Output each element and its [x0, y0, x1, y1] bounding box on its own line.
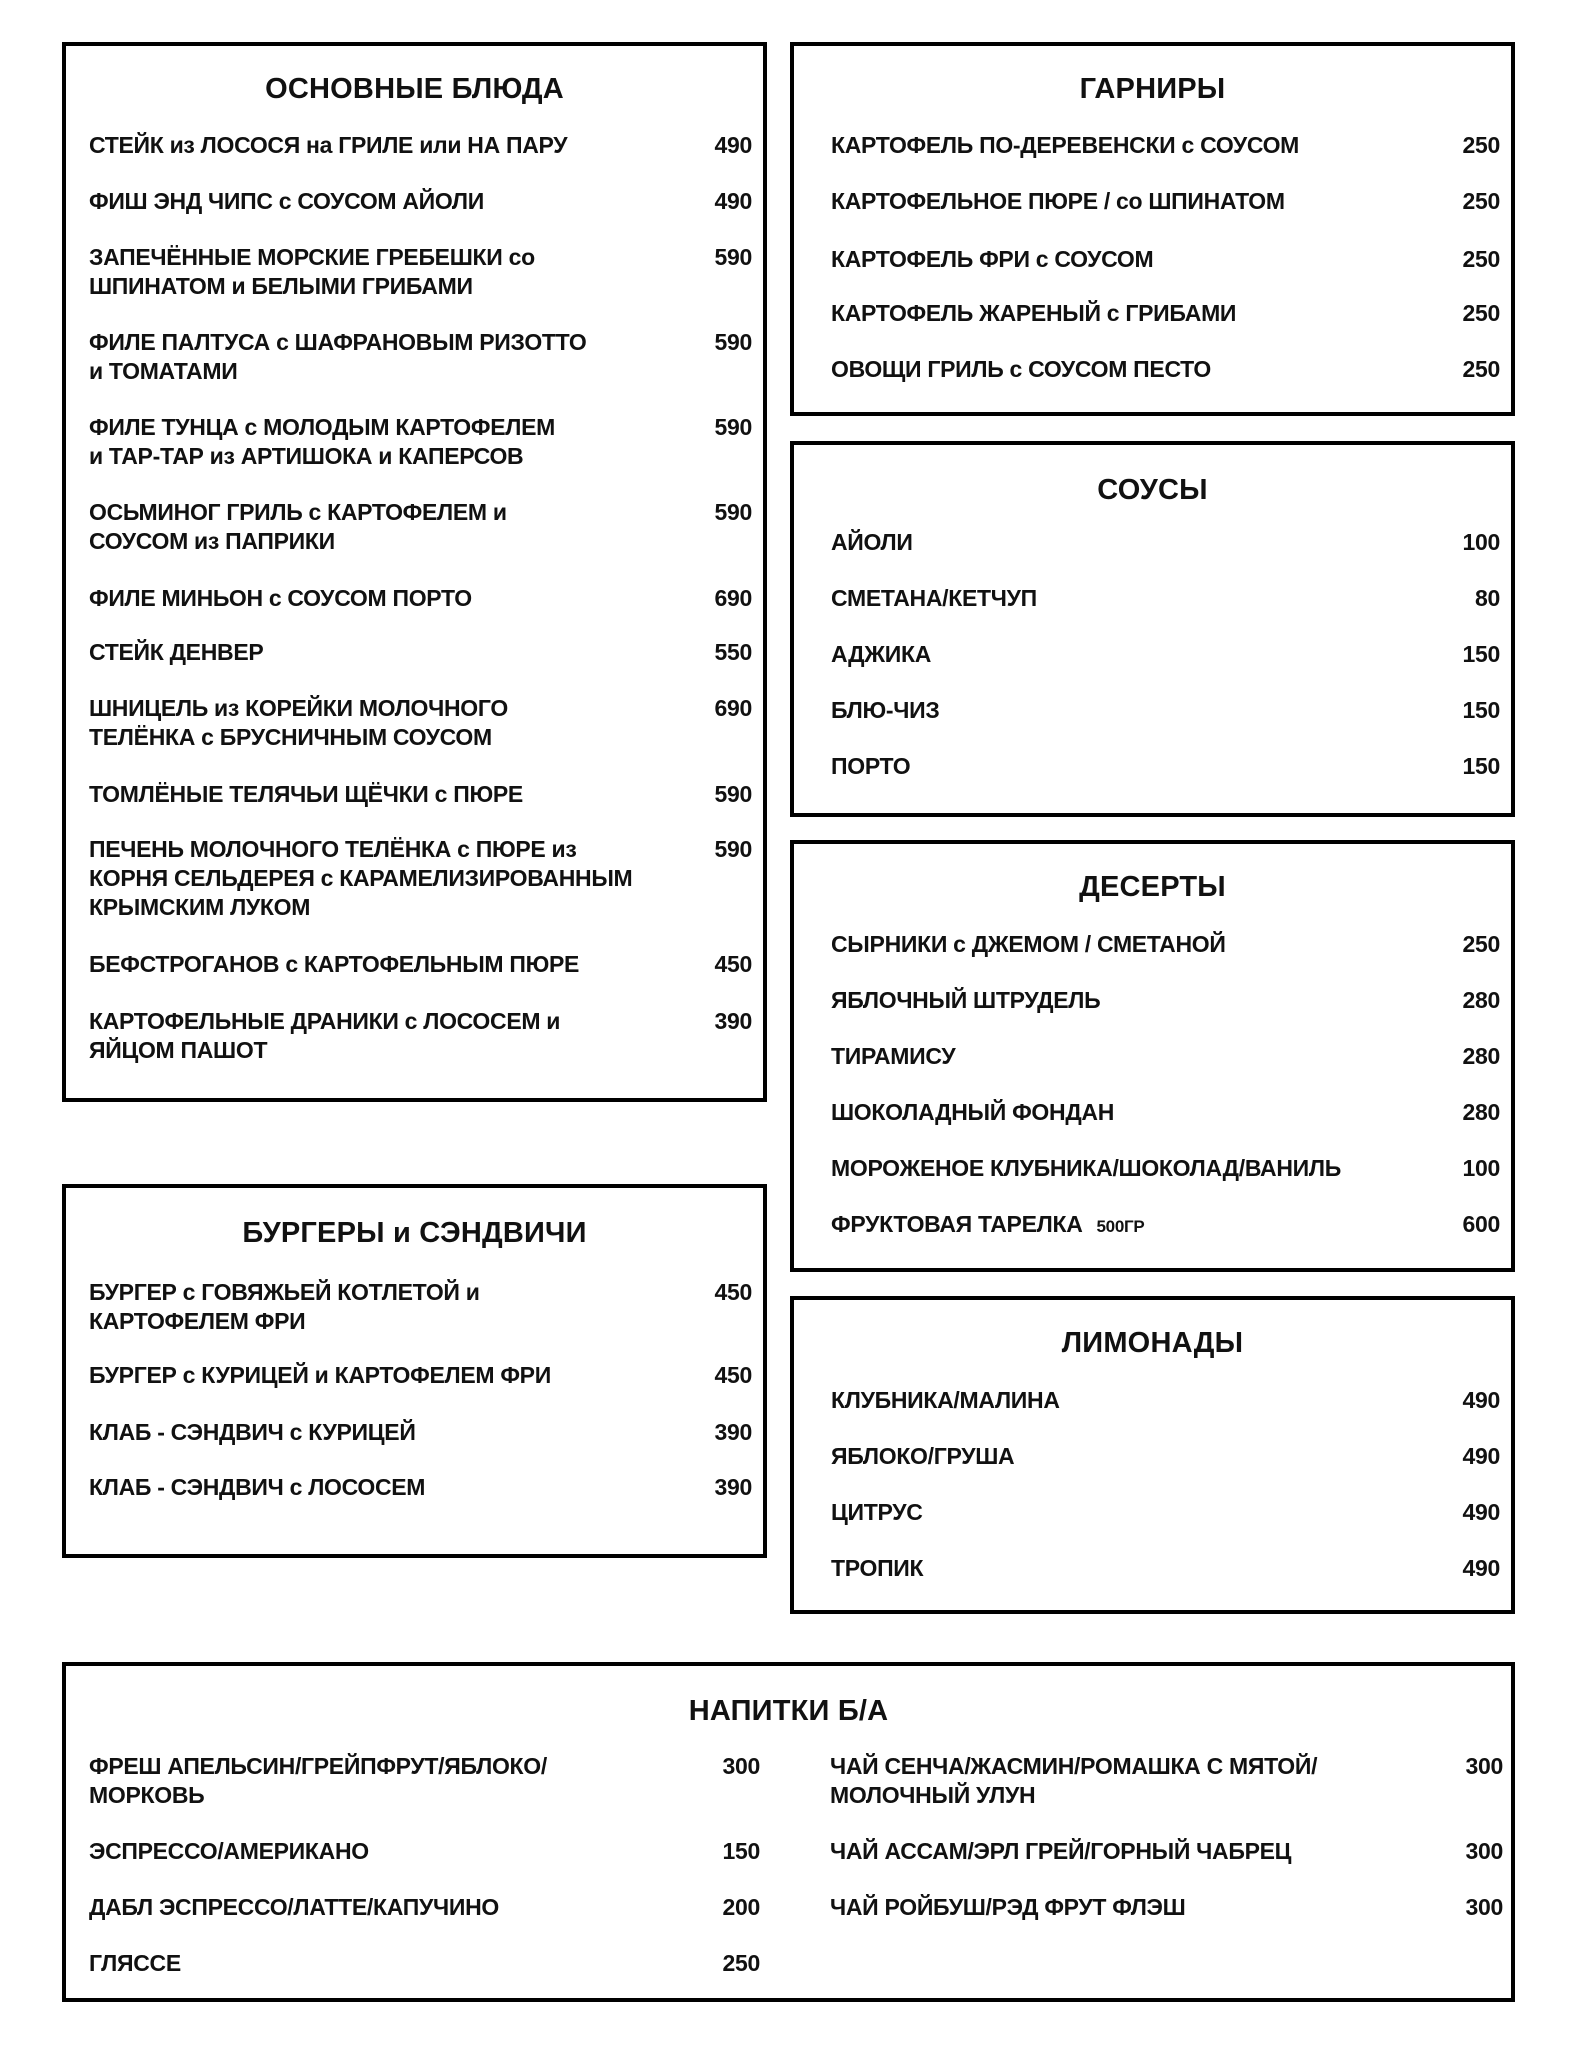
menu-item-price: 300: [722, 1753, 760, 1779]
menu-item-name: БУРГЕР с ГОВЯЖЬЕЙ КОТЛЕТОЙ и КАРТОФЕЛЕМ ФРИ: [89, 1279, 480, 1334]
section-desserts: [790, 840, 1515, 1272]
menu-item-price: 590: [714, 836, 752, 862]
menu-item: [831, 528, 1500, 557]
menu-item-price: 150: [722, 1838, 760, 1864]
menu-item: [89, 950, 752, 979]
menu-item: [831, 1042, 1500, 1071]
menu-item: [830, 1752, 1503, 1810]
menu-item-name: ОВОЩИ ГРИЛЬ с СОУСОМ ПЕСТО: [831, 356, 1211, 382]
menu-item: [831, 1386, 1500, 1415]
menu-item: [89, 638, 752, 667]
menu-item-name: СТЕЙК ДЕНВЕР: [89, 639, 264, 665]
menu-item-name: ТРОПИК: [831, 1555, 924, 1581]
menu-item-price: 250: [722, 1950, 760, 1976]
menu-item-price: 450: [714, 1362, 752, 1388]
section-burgers: [62, 1184, 767, 1558]
menu-item-name: АДЖИКА: [831, 641, 932, 667]
menu-item-name: ФИЛЕ ТУНЦА с МОЛОДЫМ КАРТОФЕЛЕМ и ТАР-ТАР из АРТИШОКА и КАПЕРСОВ: [89, 414, 555, 469]
menu-item: [831, 696, 1500, 725]
menu-item-name: КАРТОФЕЛЬНОЕ ПЮРЕ / со ШПИНАТОМ: [831, 188, 1285, 214]
section-lemonades: [790, 1296, 1515, 1614]
menu-item-price: 590: [714, 244, 752, 270]
menu-item-price: 300: [1465, 1753, 1503, 1779]
menu-item-price: 280: [1462, 1099, 1500, 1125]
menu-item-price: 80: [1475, 585, 1500, 611]
menu-item-name: ТИРАМИСУ: [831, 1043, 956, 1069]
menu-item-price: 390: [714, 1474, 752, 1500]
menu-list-left: [89, 1752, 760, 1978]
menu-item: [89, 131, 752, 160]
menu-item-name: ЧАЙ СЕНЧА/ЖАСМИН/РОМАШКА С МЯТОЙ/ МОЛОЧНЫЙ УЛУН: [830, 1753, 1318, 1808]
menu-item-name: ЧАЙ РОЙБУШ/РЭД ФРУТ ФЛЭШ: [830, 1894, 1186, 1920]
menu-item-price: 200: [722, 1894, 760, 1920]
menu-item-name: ГЛЯССЕ: [89, 1950, 181, 1976]
menu-item-price: 600: [1462, 1211, 1500, 1237]
section-title: СОУСЫ: [1097, 474, 1208, 506]
menu-item: [831, 245, 1500, 274]
menu-item-name: ЗАПЕЧЁННЫЕ МОРСКИЕ ГРЕБЕШКИ со ШПИНАТОМ и БЕЛЫМИ ГРИБАМИ: [89, 244, 535, 299]
menu-list: [89, 1278, 752, 1502]
menu-item-name: КАРТОФЕЛЬ ФРИ с СОУСОМ: [831, 246, 1154, 272]
menu-item: [831, 355, 1500, 384]
menu-item: [89, 835, 752, 922]
menu-item-name: СЫРНИКИ с ДЖЕМОМ / СМЕТАНОЙ: [831, 931, 1226, 957]
menu-item-name: ПОРТО: [831, 753, 911, 779]
menu-item-price: 490: [1462, 1443, 1500, 1469]
menu-item-name: КАРТОФЕЛЬ ЖАРЕНЫЙ с ГРИБАМИ: [831, 300, 1237, 326]
menu-item: [89, 1893, 760, 1922]
menu-list-right: [830, 1752, 1503, 1922]
section-title: ОСНОВНЫЕ БЛЮДА: [265, 73, 564, 105]
menu-item: [831, 1098, 1500, 1127]
menu-item: [831, 986, 1500, 1015]
menu-list: [831, 131, 1500, 384]
menu-item: [89, 694, 752, 752]
menu-item-price: 490: [1462, 1555, 1500, 1581]
menu-item-name: ТОМЛЁНЫЕ ТЕЛЯЧЬИ ЩЁЧКИ с ПЮРЕ: [89, 781, 523, 807]
menu-item-price: 300: [1465, 1894, 1503, 1920]
menu-item-name: КАРТОФЕЛЬ ПО-ДЕРЕВЕНСКИ с СОУСОМ: [831, 132, 1300, 158]
section-title: ДЕСЕРТЫ: [1079, 871, 1226, 903]
menu-item-price: 250: [1462, 188, 1500, 214]
menu-item-price: 150: [1462, 641, 1500, 667]
menu-item: [831, 1554, 1500, 1583]
menu-item-name: ЯБЛОЧНЫЙ ШТРУДЕЛЬ: [831, 987, 1101, 1013]
menu-item-price: 590: [714, 499, 752, 525]
menu-item-name: ЦИТРУС: [831, 1499, 923, 1525]
menu-item-price: 150: [1462, 753, 1500, 779]
menu-item-price: 590: [714, 781, 752, 807]
menu-item-name: ЭСПРЕССО/АМЕРИКАНО: [89, 1838, 369, 1864]
menu-item-price: 490: [714, 132, 752, 158]
menu-item-name: БУРГЕР с КУРИЦЕЙ и КАРТОФЕЛЕМ ФРИ: [89, 1362, 551, 1388]
menu-item-price: 280: [1462, 1043, 1500, 1069]
menu-item-price: 250: [1462, 132, 1500, 158]
menu-item: [89, 1949, 760, 1978]
menu-item-price: 590: [714, 414, 752, 440]
menu-item-name: КЛУБНИКА/МАЛИНА: [831, 1387, 1060, 1413]
menu-item: [89, 1007, 752, 1065]
menu-item-price: 690: [714, 585, 752, 611]
menu-item-price: 450: [714, 1279, 752, 1305]
menu-item: [831, 131, 1500, 160]
menu-item-name: ОСЬМИНОГ ГРИЛЬ с КАРТОФЕЛЕМ и СОУСОМ из ПАПРИКИ: [89, 499, 507, 554]
menu-item-price: 550: [714, 639, 752, 665]
menu-item-name: БЛЮ-ЧИЗ: [831, 697, 940, 723]
menu-item: [89, 1418, 752, 1447]
menu-item-price: 250: [1462, 246, 1500, 272]
menu-item-name: ФИЛЕ ПАЛТУСА с ШАФРАНОВЫМ РИЗОТТО и ТОМАТАМИ: [89, 329, 587, 384]
menu-item-price: 100: [1462, 529, 1500, 555]
menu-item-name: ФИШ ЭНД ЧИПС с СОУСОМ АЙОЛИ: [89, 188, 484, 214]
menu-item-name: СТЕЙК из ЛОСОСЯ на ГРИЛЕ или НА ПАРУ: [89, 132, 568, 158]
section-sauces: [790, 441, 1515, 817]
menu-item: [89, 243, 752, 301]
menu-item-name: ФРУКТОВАЯ ТАРЕЛКА: [831, 1211, 1083, 1237]
menu-item: [89, 187, 752, 216]
menu-item: [831, 930, 1500, 959]
section-title: ГАРНИРЫ: [1079, 73, 1226, 105]
menu-item: [830, 1893, 1503, 1922]
menu-item: [831, 752, 1500, 781]
menu-item-price: 390: [714, 1008, 752, 1034]
menu-item-name: БЕФСТРОГАНОВ с КАРТОФЕЛЬНЫМ ПЮРЕ: [89, 951, 580, 977]
menu-item: [831, 299, 1500, 328]
menu-list: [831, 930, 1500, 1241]
menu-item-name: ПЕЧЕНЬ МОЛОЧНОГО ТЕЛЁНКА с ПЮРЕ из КОРНЯ СЕЛЬДЕРЕЯ с КАРАМЕЛИЗИРОВАННЫМ КРЫМСКИМ ЛУКОМ: [89, 836, 633, 920]
menu-item-name: КАРТОФЕЛЬНЫЕ ДРАНИКИ с ЛОСОСЕМ и ЯЙЦОМ ПАШОТ: [89, 1008, 561, 1063]
section-drinks: [62, 1662, 1515, 2002]
menu-item-name: ШНИЦЕЛЬ из КОРЕЙКИ МОЛОЧНОГО ТЕЛЁНКА с БРУСНИЧНЫМ СОУСОМ: [89, 695, 508, 750]
menu-item: [831, 584, 1500, 613]
menu-list: [831, 1386, 1500, 1583]
menu-item-name: ЯБЛОКО/ГРУША: [831, 1443, 1015, 1469]
section-title: ЛИМОНАДЫ: [1061, 1327, 1244, 1359]
menu-item: [831, 187, 1500, 216]
menu-item-price: 490: [1462, 1387, 1500, 1413]
menu-item: [831, 640, 1500, 669]
menu-item-name: ДАБЛ ЭСПРЕССО/ЛАТТЕ/КАПУЧИНО: [89, 1894, 500, 1920]
menu-item-price: 250: [1462, 931, 1500, 957]
menu-item: [89, 584, 752, 613]
section-sides: [790, 42, 1515, 416]
menu-item: [831, 1210, 1500, 1241]
menu-item-price: 280: [1462, 987, 1500, 1013]
menu-item: [89, 413, 752, 471]
menu-item-price: 450: [714, 951, 752, 977]
menu-item-price: 250: [1462, 300, 1500, 326]
menu-item-price: 100: [1462, 1155, 1500, 1181]
menu-item-name: ФИЛЕ МИНЬОН с СОУСОМ ПОРТО: [89, 585, 472, 611]
menu-item: [89, 1752, 760, 1810]
menu-item-name: ФРЕШ АПЕЛЬСИН/ГРЕЙПФРУТ/ЯБЛОКО/ МОРКОВЬ: [89, 1753, 547, 1808]
menu-item-price: 300: [1465, 1838, 1503, 1864]
menu-item-name: СМЕТАНА/КЕТЧУП: [831, 585, 1037, 611]
menu-list: [89, 131, 752, 1065]
menu-item: [89, 780, 752, 809]
section-title: НАПИТКИ Б/А: [688, 1695, 889, 1727]
menu-item-name: ЧАЙ АССАМ/ЭРЛ ГРЕЙ/ГОРНЫЙ ЧАБРЕЦ: [830, 1838, 1292, 1864]
menu-item: [89, 1837, 760, 1866]
menu-item: [89, 328, 752, 386]
menu-item-name: ШОКОЛАДНЫЙ ФОНДАН: [831, 1099, 1115, 1125]
menu-item-price: 490: [1462, 1499, 1500, 1525]
menu-item: [830, 1837, 1503, 1866]
menu-item-price: 390: [714, 1419, 752, 1445]
section-title: БУРГЕРЫ и СЭНДВИЧИ: [242, 1217, 587, 1249]
menu-item: [89, 1278, 752, 1336]
menu-item: [831, 1442, 1500, 1471]
menu-item-price: 690: [714, 695, 752, 721]
menu-item-price: 150: [1462, 697, 1500, 723]
menu-item-name: КЛАБ - СЭНДВИЧ с ЛОСОСЕМ: [89, 1474, 426, 1500]
menu-item-name: АЙОЛИ: [831, 529, 913, 555]
menu-item-price: 250: [1462, 356, 1500, 382]
menu-item: [831, 1154, 1500, 1183]
menu-item: [89, 498, 752, 556]
menu-item: [831, 1498, 1500, 1527]
menu-item-name: МОРОЖЕНОЕ КЛУБНИКА/ШОКОЛАД/ВАНИЛЬ: [831, 1155, 1341, 1181]
menu-item-price: 490: [714, 188, 752, 214]
menu-list: [831, 528, 1500, 781]
menu-item-name: КЛАБ - СЭНДВИЧ с КУРИЦЕЙ: [89, 1419, 416, 1445]
menu-item: [89, 1473, 752, 1502]
menu-item-price: 590: [714, 329, 752, 355]
menu-item-note: 500ГР: [1096, 1217, 1145, 1236]
menu-item: [89, 1361, 752, 1390]
section-main-dishes: [62, 42, 767, 1102]
